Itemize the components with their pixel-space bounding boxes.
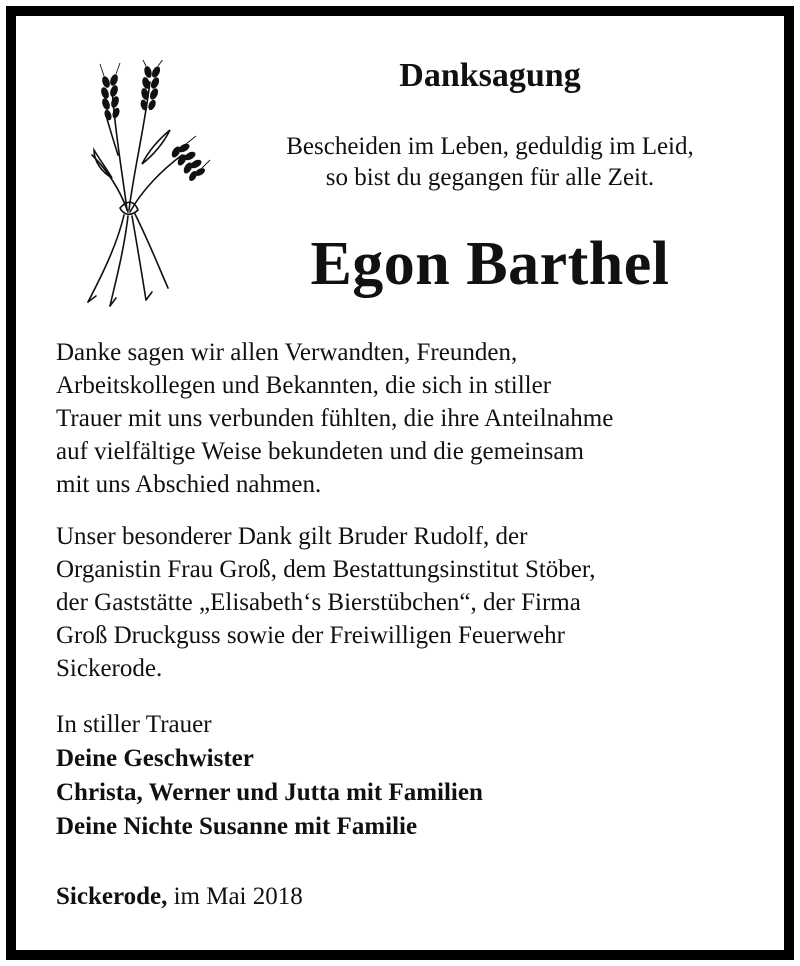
signature-family: Christa, Werner und Jutta mit Familien <box>56 779 483 806</box>
signature-block <box>56 708 483 844</box>
text-line: Danke sagen wir allen Verwandten, Freunden, <box>56 339 518 366</box>
date: im Mai 2018 <box>173 883 303 910</box>
motto <box>230 131 750 193</box>
deceased-name: Egon Barthel <box>310 230 670 298</box>
signature-family: Deine Geschwister <box>56 745 254 772</box>
signature-intro: In stiller Trauer <box>56 711 212 738</box>
text-line: mit uns Abschied nahmen. <box>56 471 322 498</box>
text-line: Trauer mit uns verbunden fühlten, die ihre Anteilnahme <box>56 405 614 432</box>
text-line: auf vielfältige Weise bekundeten und die gemeinsam <box>56 438 584 465</box>
special-thanks-paragraph <box>56 520 756 685</box>
text-line: Sickerode. <box>56 655 163 682</box>
text-line: der Gaststätte „Elisabeth‘s Bierstübchen“, der Firma <box>56 589 581 616</box>
place-date <box>56 880 303 913</box>
place: Sickerode, <box>56 883 168 910</box>
motto-line: so bist du gegangen für alle Zeit. <box>325 164 655 191</box>
text-line: Groß Druckguss sowie der Freiwilligen Feuerwehr <box>56 622 565 649</box>
text-line: Unser besonderer Dank gilt Bruder Rudolf, der <box>56 523 528 550</box>
wheat-ears-icon <box>72 60 212 310</box>
text-line: Organistin Frau Groß, dem Bestattungsinstitut Stöber, <box>56 556 596 583</box>
signature-family: Deine Nichte Susanne mit Familie <box>56 813 418 840</box>
motto-line: Bescheiden im Leben, geduldig im Leid, <box>286 133 694 160</box>
thanks-paragraph <box>56 336 756 501</box>
text-line: Arbeitskollegen und Bekannten, die sich in stiller <box>56 372 552 399</box>
notice-title: Danksagung <box>399 57 581 94</box>
